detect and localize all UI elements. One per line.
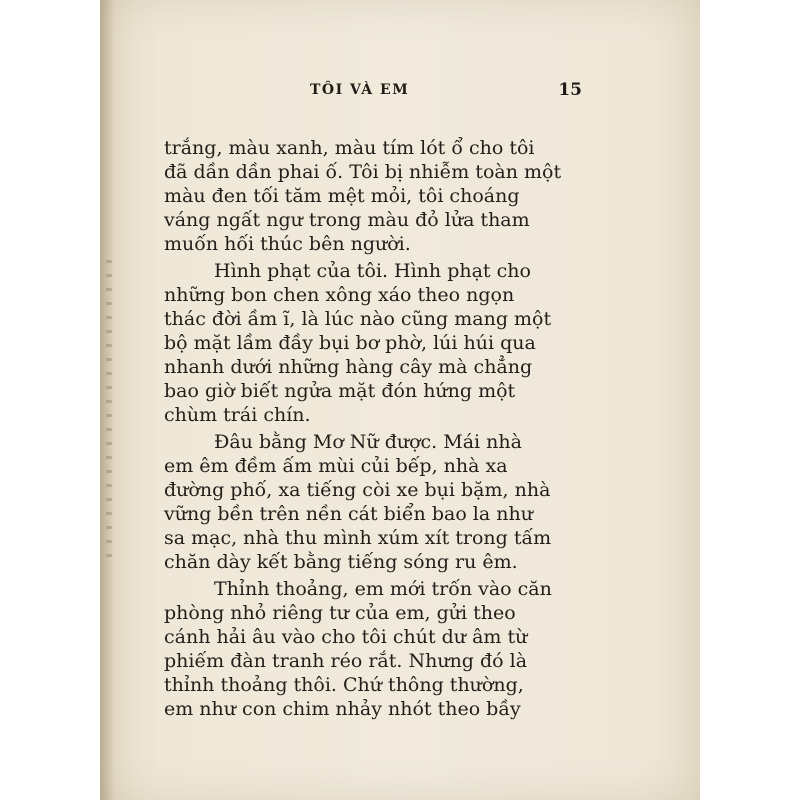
text-line: đường phố, xa tiếng còi xe bụi bặm, nhà [164,479,551,501]
text-line: em như con chim nhảy nhót theo bầy [164,698,521,720]
text-line: trắng, màu xanh, màu tím lót ổ cho tôi [164,137,535,159]
text-line: muốn hối thúc bên người. [164,233,411,255]
text-line: thác đời ầm ĩ, là lúc nào cũng mang một [164,308,552,330]
text-line: chùm trái chín. [164,404,311,426]
text-line: em êm đềm ấm mùi củi bếp, nhà xa [164,455,508,477]
text-line: đã dần dần phai ố. Tôi bị nhiễm toàn một [164,161,562,183]
text-line: chăn dày kết bằng tiếng sóng ru êm. [164,551,518,573]
text-line: váng ngất ngư trong màu đỏ lửa tham [164,209,530,231]
text-line: Thỉnh thoảng, em mới trốn vào căn [214,578,552,600]
text-line: cánh hải âu vào cho tôi chút dư âm từ [164,626,528,648]
text-line: nhanh dưới những hàng cây mà chẳng [164,356,533,378]
paragraph-2 [164,259,584,427]
running-header [210,80,590,104]
body-text [164,136,584,721]
running-title: TÔI VÀ EM [310,82,410,98]
paragraph-3 [164,430,584,574]
paragraph-1 [164,136,584,256]
text-line: Hình phạt của tôi. Hình phạt cho [214,260,531,282]
text-line: những bon chen xông xáo theo ngọn [164,284,515,306]
text-line: phiếm đàn tranh réo rắt. Nhưng đó là [164,650,528,672]
text-line: phòng nhỏ riêng tư của em, gửi theo [164,602,516,624]
text-line: vững bền trên nền cát biển bao la như [164,503,533,525]
text-line: thỉnh thoảng thôi. Chứ thông thường, [164,674,524,696]
paragraph-4 [164,577,584,721]
text-line: bao giờ biết ngửa mặt đón hứng một [164,380,516,402]
text-line: sa mạc, nhà thu mình xúm xít trong tấm [164,527,552,549]
text-line: màu đen tối tăm mệt mỏi, tôi choáng [164,185,520,207]
text-line: bộ mặt lầm đầy bụi bơ phờ, lúi húi qua [164,332,536,354]
text-line: Đâu bằng Mơ Nữ được. Mái nhà [214,431,522,453]
page-number: 15 [558,80,582,100]
